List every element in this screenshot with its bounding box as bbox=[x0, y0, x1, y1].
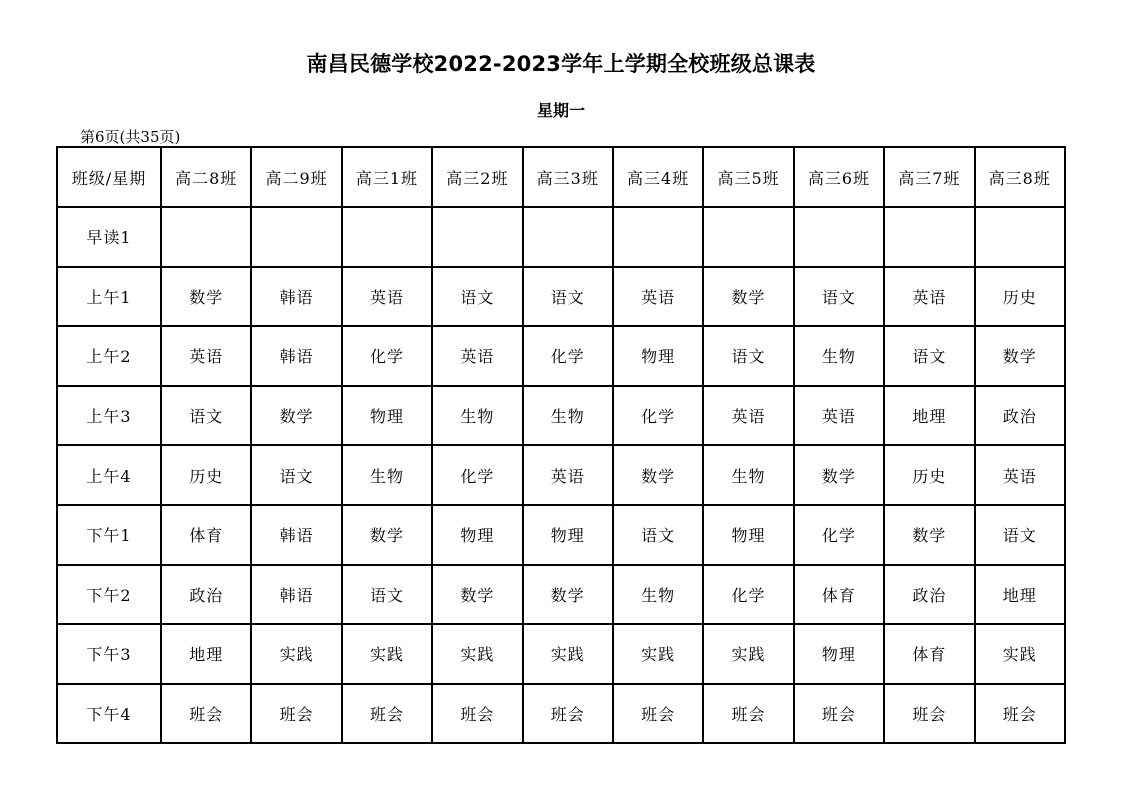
subject-cell bbox=[884, 207, 974, 267]
period-label-cell: 上午1 bbox=[57, 267, 161, 327]
class-header-cell: 高三7班 bbox=[884, 147, 974, 207]
subject-cell: 历史 bbox=[975, 267, 1065, 327]
subject-cell: 班会 bbox=[432, 684, 522, 744]
document-title: 南昌民德学校2022-2023学年上学期全校班级总课表 bbox=[306, 52, 816, 76]
subject-cell: 班会 bbox=[884, 684, 974, 744]
class-header-cell: 高三8班 bbox=[975, 147, 1065, 207]
subject-cell bbox=[613, 207, 703, 267]
subject-cell: 语文 bbox=[523, 267, 613, 327]
table-row bbox=[57, 624, 1065, 684]
subject-cell: 实践 bbox=[342, 624, 432, 684]
period-label-cell: 下午2 bbox=[57, 565, 161, 625]
subject-cell: 历史 bbox=[161, 445, 251, 505]
class-header-cell: 高三1班 bbox=[342, 147, 432, 207]
table-row bbox=[57, 445, 1065, 505]
subject-cell bbox=[251, 207, 341, 267]
class-header-cell: 高二9班 bbox=[251, 147, 341, 207]
subject-cell: 英语 bbox=[161, 326, 251, 386]
table-row bbox=[57, 326, 1065, 386]
subject-cell bbox=[432, 207, 522, 267]
page-info: 第6页(共35页) bbox=[80, 128, 181, 146]
subject-cell: 体育 bbox=[161, 505, 251, 565]
subject-cell bbox=[523, 207, 613, 267]
subject-cell: 物理 bbox=[432, 505, 522, 565]
subject-cell: 韩语 bbox=[251, 267, 341, 327]
subject-cell: 地理 bbox=[161, 624, 251, 684]
subject-cell: 班会 bbox=[975, 684, 1065, 744]
class-header-cell: 高三5班 bbox=[703, 147, 793, 207]
subject-cell: 化学 bbox=[523, 326, 613, 386]
period-label-cell: 下午4 bbox=[57, 684, 161, 744]
subject-cell: 物理 bbox=[523, 505, 613, 565]
weekday-subtitle: 星期一 bbox=[536, 101, 585, 120]
corner-header-cell: 班级/星期 bbox=[57, 147, 161, 207]
subject-cell: 数学 bbox=[342, 505, 432, 565]
subject-cell: 化学 bbox=[794, 505, 884, 565]
subject-cell: 政治 bbox=[884, 565, 974, 625]
class-header-cell: 高三3班 bbox=[523, 147, 613, 207]
subject-cell: 班会 bbox=[161, 684, 251, 744]
subject-cell: 数学 bbox=[161, 267, 251, 327]
subject-cell: 英语 bbox=[432, 326, 522, 386]
subject-cell: 体育 bbox=[884, 624, 974, 684]
subject-cell bbox=[794, 207, 884, 267]
subject-cell: 历史 bbox=[884, 445, 974, 505]
class-header-cell: 高三6班 bbox=[794, 147, 884, 207]
subject-cell: 班会 bbox=[342, 684, 432, 744]
subject-cell: 英语 bbox=[703, 386, 793, 446]
period-label-cell: 上午4 bbox=[57, 445, 161, 505]
subject-cell: 班会 bbox=[523, 684, 613, 744]
subject-cell: 英语 bbox=[884, 267, 974, 327]
subject-cell: 地理 bbox=[975, 565, 1065, 625]
period-label-cell: 下午3 bbox=[57, 624, 161, 684]
subject-cell: 实践 bbox=[251, 624, 341, 684]
subject-cell: 语文 bbox=[613, 505, 703, 565]
period-label-cell: 早读1 bbox=[57, 207, 161, 267]
subject-cell: 化学 bbox=[703, 565, 793, 625]
subject-cell: 化学 bbox=[342, 326, 432, 386]
subject-cell: 语文 bbox=[432, 267, 522, 327]
subject-cell: 生物 bbox=[432, 386, 522, 446]
subject-cell: 实践 bbox=[975, 624, 1065, 684]
subject-cell: 数学 bbox=[703, 267, 793, 327]
subject-cell: 韩语 bbox=[251, 326, 341, 386]
subject-cell: 实践 bbox=[523, 624, 613, 684]
subject-cell: 语文 bbox=[975, 505, 1065, 565]
table-row bbox=[57, 267, 1065, 327]
subject-cell: 英语 bbox=[342, 267, 432, 327]
subject-cell: 数学 bbox=[975, 326, 1065, 386]
subject-cell: 物理 bbox=[794, 624, 884, 684]
subject-cell: 语文 bbox=[884, 326, 974, 386]
table-row bbox=[57, 207, 1065, 267]
subject-cell: 数学 bbox=[251, 386, 341, 446]
header-row bbox=[57, 147, 1065, 207]
subject-cell: 语文 bbox=[342, 565, 432, 625]
subject-cell: 物理 bbox=[342, 386, 432, 446]
subject-cell: 班会 bbox=[613, 684, 703, 744]
table-row bbox=[57, 565, 1065, 625]
subject-cell: 英语 bbox=[794, 386, 884, 446]
period-label-cell: 上午3 bbox=[57, 386, 161, 446]
subject-cell: 实践 bbox=[703, 624, 793, 684]
subject-cell bbox=[161, 207, 251, 267]
subject-cell: 物理 bbox=[613, 326, 703, 386]
subject-cell: 生物 bbox=[703, 445, 793, 505]
subject-cell: 实践 bbox=[432, 624, 522, 684]
table-row bbox=[57, 684, 1065, 744]
class-header-cell: 高三2班 bbox=[432, 147, 522, 207]
table-row bbox=[57, 505, 1065, 565]
subject-cell: 班会 bbox=[251, 684, 341, 744]
subject-cell: 语文 bbox=[794, 267, 884, 327]
subject-cell: 政治 bbox=[975, 386, 1065, 446]
subject-cell: 韩语 bbox=[251, 505, 341, 565]
subject-cell: 班会 bbox=[794, 684, 884, 744]
schedule-table bbox=[56, 146, 1066, 744]
subject-cell: 数学 bbox=[794, 445, 884, 505]
subject-cell: 英语 bbox=[975, 445, 1065, 505]
subject-cell: 数学 bbox=[613, 445, 703, 505]
subject-cell: 物理 bbox=[703, 505, 793, 565]
subject-cell: 生物 bbox=[342, 445, 432, 505]
subject-cell: 数学 bbox=[523, 565, 613, 625]
subject-cell: 生物 bbox=[794, 326, 884, 386]
subject-cell: 实践 bbox=[613, 624, 703, 684]
subject-cell bbox=[703, 207, 793, 267]
subject-cell: 化学 bbox=[613, 386, 703, 446]
subject-cell: 数学 bbox=[884, 505, 974, 565]
table-row bbox=[57, 386, 1065, 446]
subject-cell: 英语 bbox=[523, 445, 613, 505]
subject-cell: 语文 bbox=[161, 386, 251, 446]
subject-cell bbox=[342, 207, 432, 267]
subject-cell: 班会 bbox=[703, 684, 793, 744]
subject-cell: 语文 bbox=[703, 326, 793, 386]
subject-cell: 语文 bbox=[251, 445, 341, 505]
subject-cell: 生物 bbox=[523, 386, 613, 446]
subject-cell: 地理 bbox=[884, 386, 974, 446]
subject-cell: 化学 bbox=[432, 445, 522, 505]
subject-cell: 英语 bbox=[613, 267, 703, 327]
period-label-cell: 下午1 bbox=[57, 505, 161, 565]
subject-cell: 政治 bbox=[161, 565, 251, 625]
subject-cell: 数学 bbox=[432, 565, 522, 625]
subject-cell: 韩语 bbox=[251, 565, 341, 625]
class-header-cell: 高二8班 bbox=[161, 147, 251, 207]
subject-cell: 体育 bbox=[794, 565, 884, 625]
subject-cell: 生物 bbox=[613, 565, 703, 625]
subject-cell bbox=[975, 207, 1065, 267]
class-header-cell: 高三4班 bbox=[613, 147, 703, 207]
period-label-cell: 上午2 bbox=[57, 326, 161, 386]
